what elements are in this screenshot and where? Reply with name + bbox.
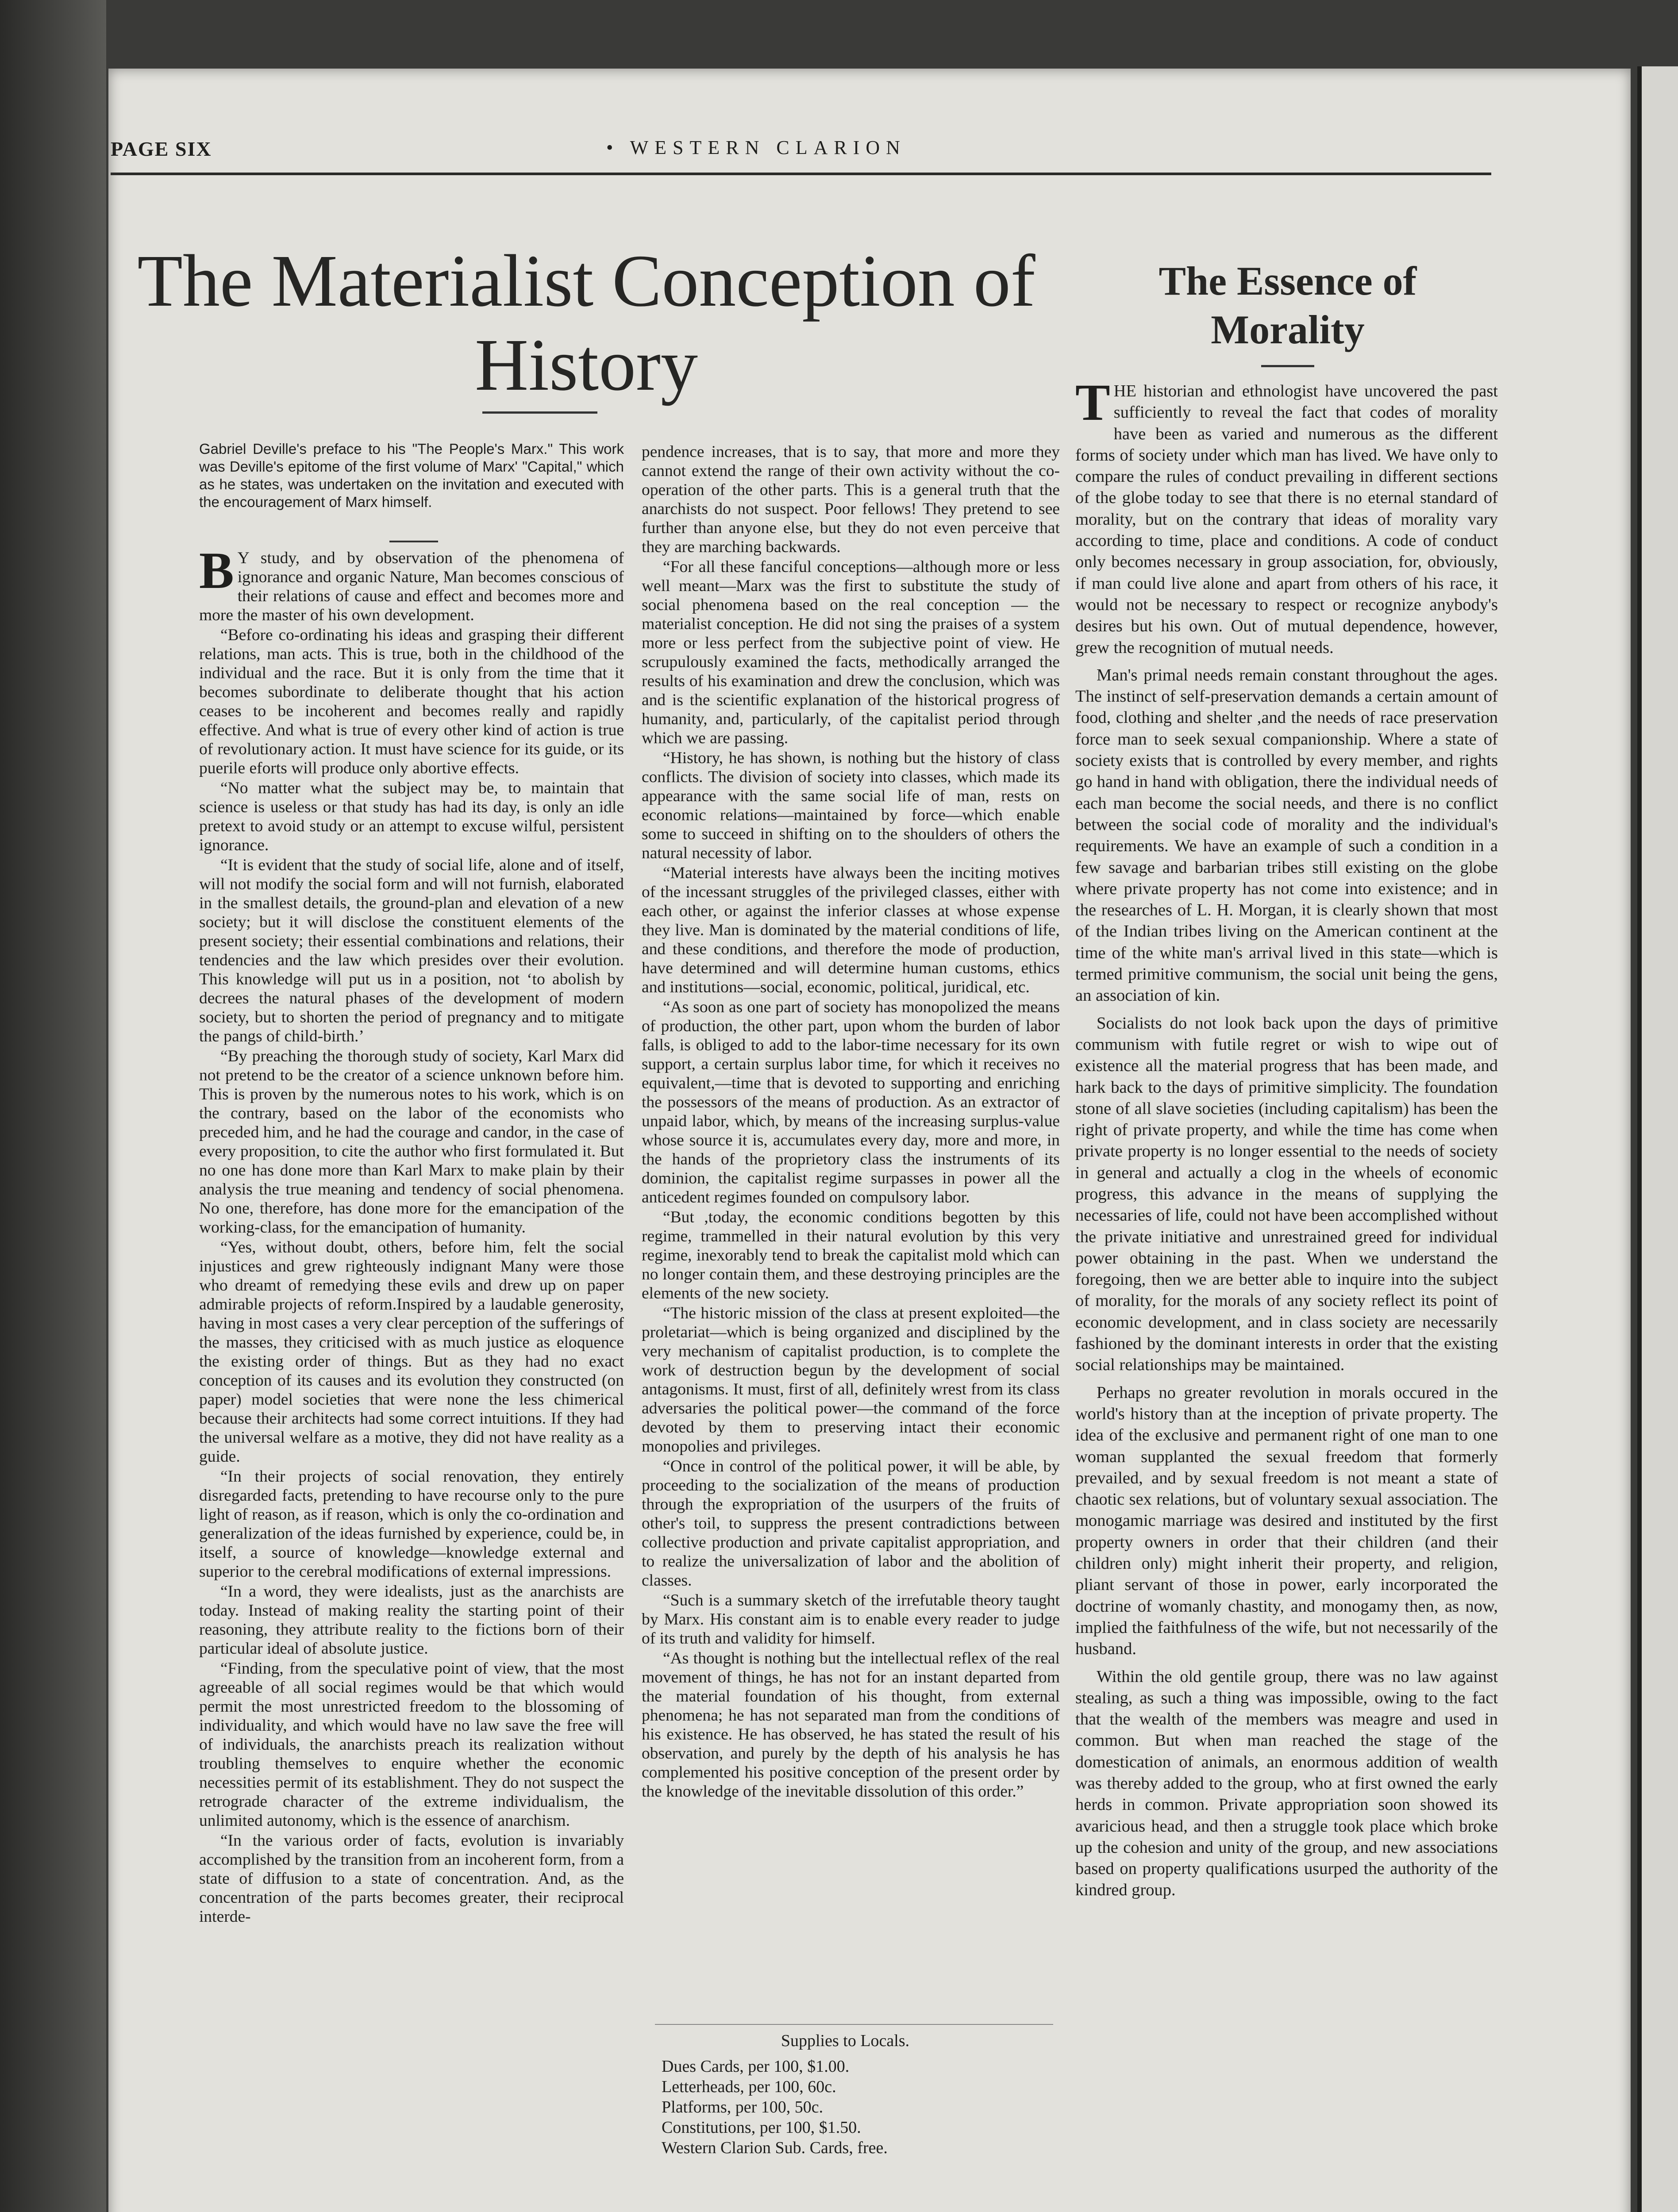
preface-rule bbox=[389, 541, 438, 542]
side-article-title: The Essence of Morality bbox=[1158, 258, 1417, 352]
supplies-item: Western Clarion Sub. Cards, free. bbox=[662, 2139, 888, 2157]
supplies-item: Dues Cards, per 100, $1.00. bbox=[662, 2057, 850, 2076]
scan-edge-right bbox=[1637, 66, 1678, 2212]
supplies-item: Constitutions, per 100, $1.50. bbox=[662, 2118, 861, 2137]
paragraph: “Yes, without doubt, others, before him, felt the social injustices and grew righteously indignant Many were those who dreamt of remedying these evils and drew up on paper admirable projects of reform.Inspired by a laudable generosity, having in most cases a very clear perception of the sufferings of the masses, they criticised with as much justice as eloquence the existing order of things. But as they had no exact conception of its causes and its evolution they constructed (on paper) model societies that were none the less chimerical because their architects had some correct intuitions. If they had the universal welfare as a motive, they did not have reality as a guide. bbox=[199, 1238, 624, 1466]
article-first-paragraph: B Y study, and by observation of the phenomena of ignorance and organic Nature, Man becomes conscious of their relations of cause and effect and becomes more and more the master of his own development. bbox=[199, 541, 624, 624]
side-title-rule bbox=[1261, 365, 1314, 367]
article-column-1 bbox=[199, 541, 624, 1926]
paragraph: “The historic mission of the class at present exploited—the proletariat—which is being organized and disciplined by the very mechanism of capitalist production, is to complete the work of destruction begun by the development of social antagonisms. It must, first of all, definitely wrest from its class adversaries the political power—the command of the force devoted by them to preserving intact their economic monopolies and privileges. bbox=[642, 1304, 1060, 1455]
page-number: PAGE SIX bbox=[111, 138, 212, 160]
page-header bbox=[111, 119, 1491, 175]
paragraph: “Before co-ordinating his ideas and grasping their different relations, man acts. This is true, both in the childhood of the individual and the race. But it is only from the time that it becomes subordinate to deliberate thought that his action ceases to be incoherent and becomes really and rapidly effective. And what is true of every other kind of action is true of revolutionary action. It must have science for its guide, or its puerile eforts will produce only abortive effects. bbox=[199, 626, 624, 777]
paragraph: “But ,today, the economic conditions begotten by this regime, trammelled in their natural evolution by this very regime, inexorably tend to break the capitalist mold which can no longer contain them, and these destroying principles are the elements of the new society. bbox=[642, 1208, 1060, 1302]
paragraph: pendence increases, that is to say, that more and more they cannot extend the range of their own activity without the co-operation of the other parts. This is a general truth that the anarchists do not suspect. Poor fellows! They pretend to see further than anyone else, but they do not even perceive that they are marching backwards. bbox=[642, 443, 1060, 556]
paragraph: Perhaps no greater revolution in morals occured in the world's history than at the inception of private property. The idea of the exclusive and permanent right of one man to one woman supplanted the sexual freedom that formerly prevailed, and by sexual freedom is not meant a state of chaotic sex relations, but of voluntary sexual association. The monogamic marriage was desired and instituted by the first property owners in order that their children (and their children only) might inherit their property, and religion, pliant servant of those in power, early incorporated the doctrine of womanly chastity, and monogamy then, as now, implied the faithfulness of the wife, but not necessarily of the husband. bbox=[1075, 1383, 1498, 1659]
paragraph: “As soon as one part of society has monopolized the means of production, the other part, upon whom the burden of labor falls, is obliged to add to the labor-time necessary for its own support, a certain surplus labor time, for which it receives no equivalent,—time that is devoted to supporting and enriching the possessors of the means of production. As an extractor of unpaid labor, which, by means of the increasing surplus-value whose source it is, accumulates every day, more and more, in the hands of the proprietory class the instruments of its dominion, the capitalist regime surpasses in power all the anticedent regimes founded on compulsory labor. bbox=[642, 998, 1060, 1206]
scan-edge-left bbox=[0, 0, 106, 2212]
paragraph: “By preaching the thorough study of society, Karl Marx did not pretend to be the creator of a science unknown before him. This is proven by the numerous notes to his work, which is on the contrary, based on the labor of the economists who preceded him, and he had the courage and candor, in the case of every proposition, to cite the author who first formulated it. But no one has done more than Karl Marx to make plain by their analysis the true meaning and tendency of social phenomena. No one, therefore, has done more for the emancipation of the working-class, for the emancipation of humanity. bbox=[199, 1047, 624, 1237]
paragraph: Socialists do not look back upon the days of primitive communism with futile regret or wish to wipe out of existence all the material progress that has been made, and hark back to the days of primitive simplicity. The foundation stone of all slave societies (including capitalism) has been the right of private property, and while the time has come when private property is no longer essential to the needs of society in general and actually a clog in the wheels of economic progress, this advance in the means of supplying the necessaries of life, could not have been accomplished without the private initiative and unrestrained greed for individual power obtaining in the past. When we understand the foregoing, then we are better able to inquire into the subject of morality, for the morals of any society reflect its point of economic development, and in class society are necessarily fashioned by the dominant interests in order that the existing social relationships may be maintained. bbox=[1075, 1014, 1498, 1375]
article-preface: Gabriel Deville's preface to his "The People's Marx." This work was Deville's epitome of the first volume of Marx' "Capital," which as he states, was undertaken on the invitation and executed with the encouragement of Marx himself. bbox=[199, 441, 624, 510]
supplies-title: Supplies to Locals. bbox=[781, 2032, 910, 2050]
paragraph: “In the various order of facts, evolution is invariably accomplished by the transition from an incoherent form, from a state of diffusion to a state of concentration. And, as the concentration of the parts becomes greater, their reciprocal interde- bbox=[199, 1832, 624, 1926]
paragraph: “Finding, from the speculative point of view, that the most agreeable of all social regimes would be that which would permit the most unrestricted freedom to the blossoming of individuality, and which would have no law save the free will of individuals, the anarchists preach its realization without troubling themselves to enquire whether the economic necessities permit of its establishment. They do not suspect the retrograde character of the extreme individualism, the unlimited autonomy, which is the essence of anarchism. bbox=[199, 1659, 624, 1830]
masthead: • WESTERN CLARION bbox=[606, 137, 906, 158]
paragraph: “As thought is nothing but the intellectual reflex of the real movement of things, he has not for an instant departed from the material foundation of his thought, from external phenomena; he has not separated man from the conditions of his existence. He has observed, he has stated the result of his observation, and purely by the depth of his analysis he has complemented his positive conception of the present order by the knowledge of the inevitable dissolution of this order.” bbox=[642, 1649, 1060, 1801]
supplies-item: Letterheads, per 100, 60c. bbox=[662, 2078, 836, 2096]
supplies-item: Platforms, per 100, 50c. bbox=[662, 2098, 824, 2116]
article-column-2 bbox=[642, 442, 1060, 1801]
title-rule bbox=[482, 411, 597, 414]
drop-cap: T bbox=[1075, 373, 1110, 431]
paragraph: “For all these fanciful conceptions—although more or less well meant—Marx was the first to substitute the study of social phenomena based on the real conception — the materialist conception. He did not sing the praises of a system more or less perfect from the subjective point of view. He scrupulously examined the facts, methodically arranged the results of his examination and drew the conclusion, which was and is the scientific explanation of the historical progress of humanity, and, particularly, of the capitalist period through which we are passing. bbox=[642, 558, 1060, 747]
supplies-divider bbox=[655, 2024, 1053, 2025]
paragraph: “Once in control of the political power, it will be able, by proceeding to the socialization of the means of production through the expropriation of the usurpers of the fruits of other's toil, to suppress the present contradictions between collective production and private capitalist appropriation, and to realize the universalization of labor and the abolition of classes. bbox=[642, 1457, 1060, 1590]
drop-cap: B bbox=[199, 541, 234, 599]
paragraph: “It is evident that the study of social life, alone and of itself, will not modify the social form and will not furnish, elaborated in the smallest details, the ground-plan and elevation of a new society; but it will disclose the constituent elements of the present society; their essential combinations and relations, their tendencies and the law which presides over their evolution. This knowledge will put us in a position, not ‘to abolish by decrees the natural phases of the development of modern society, but to shorten the period of pregnancy and to mitigate the pangs of child-birth.’ bbox=[199, 856, 624, 1045]
article-title: The Materialist Conception of History bbox=[137, 240, 1035, 406]
paragraph: “History, he has shown, is nothing but the history of class conflicts. The division of society into classes, which made its appearance with the same social life of man, rests on economic relations—maintained by force—which enable some to succeed in shifting on to the shoulders of others the natural necessity of labor. bbox=[642, 749, 1060, 862]
paragraph: Man's primal needs remain constant throughout the ages. The instinct of self-preservation demands a certain amount of food, clothing and shelter ,and the needs of race preservation force man to seek sexual companionship. Where a state of society exists that is controlled by every member, and rights go hand in hand with obligation, there the individual needs of each man become the social needs, and there is no conflict between the social code of morality and the individual's requirements. We have an example of such a condition in a few savage and barbarian tribes still existing on the globe where private property has not come into existence; and in the researches of L. H. Morgan, it is clearly shown that most of the Indian tribes living on the American continent at the time of the white man's arrival lived in this state—which is termed primitive communism, the social unit being the gens, an association of kin. bbox=[1075, 665, 1498, 1005]
paragraph: “Such is a summary sketch of the irrefutable theory taught by Marx. His constant aim is to enable every reader to judge of its truth and validity for himself. bbox=[642, 1591, 1060, 1647]
side-article-first-paragraph: THE historian and ethnologist have uncovered the past sufficiently to reveal the fact that codes of morality have been as varied and numerous as the different forms of society under which man has lived. We have only to compare the rules of conduct prevailing in different sections of the globe today to see that there is no eternal standard of morality, but on the contrary that ideas of morality vary according to time, place and conditions. A code of conduct only becomes necessary in group association, for, obviously, if man could live alone and apart from others of his race, it would not be necessary to respect or recognize anybody's desires but his own. Out of mutual dependence, however, grew the recognition of mutual needs. bbox=[1075, 373, 1498, 657]
paragraph: Within the old gentile group, there was no law against stealing, as such a thing was impossible, owing to the fact that the wealth of the members was meagre and used in common. But when man reached the stage of the domestication of animals, an enormous addition of wealth was thereby added to the group, who at first owned the early herds in common. Private appropriation soon showed its avaricious head, and then a struggle took place which broke up the cohesion and unity of the group, and new associations based on property qualifications usurped the authority of the kindred group. bbox=[1075, 1667, 1498, 1900]
paragraph: “In their projects of social renovation, they entirely disregarded facts, pretending to have recourse only to the pure light of reason, as if reason, which is only the co-ordination and generalization of the ideas furnished by experience, could be, in itself, a source of knowledge—knowledge external and superior to the cerebral modifications of external impressions. bbox=[199, 1467, 624, 1581]
supplies-notice bbox=[662, 2031, 1029, 2158]
paragraph: “Material interests have always been the inciting motives of the incessant struggles of the privileged classes, either with each other, or against the inferior classes at whose expense they live. Man is dominated by the material conditions of life, and these conditions, and therefore the mode of production, have determined and will determine human customs, ethics and institutions—social, economic, political, juridical, etc. bbox=[642, 864, 1060, 996]
paragraph: “No matter what the subject may be, to maintain that science is useless or that study has had its day, is only an idle pretext to avoid study or an attempt to excuse wilful, persistent ignorance. bbox=[199, 779, 624, 854]
side-article-column bbox=[1075, 373, 1498, 1901]
paragraph: “In a word, they were idealists, just as the anarchists are today. Instead of making reality the starting point of their reasoning, they attribute reality to the fictions born of their particular ideal of absolute justice. bbox=[199, 1582, 624, 1658]
